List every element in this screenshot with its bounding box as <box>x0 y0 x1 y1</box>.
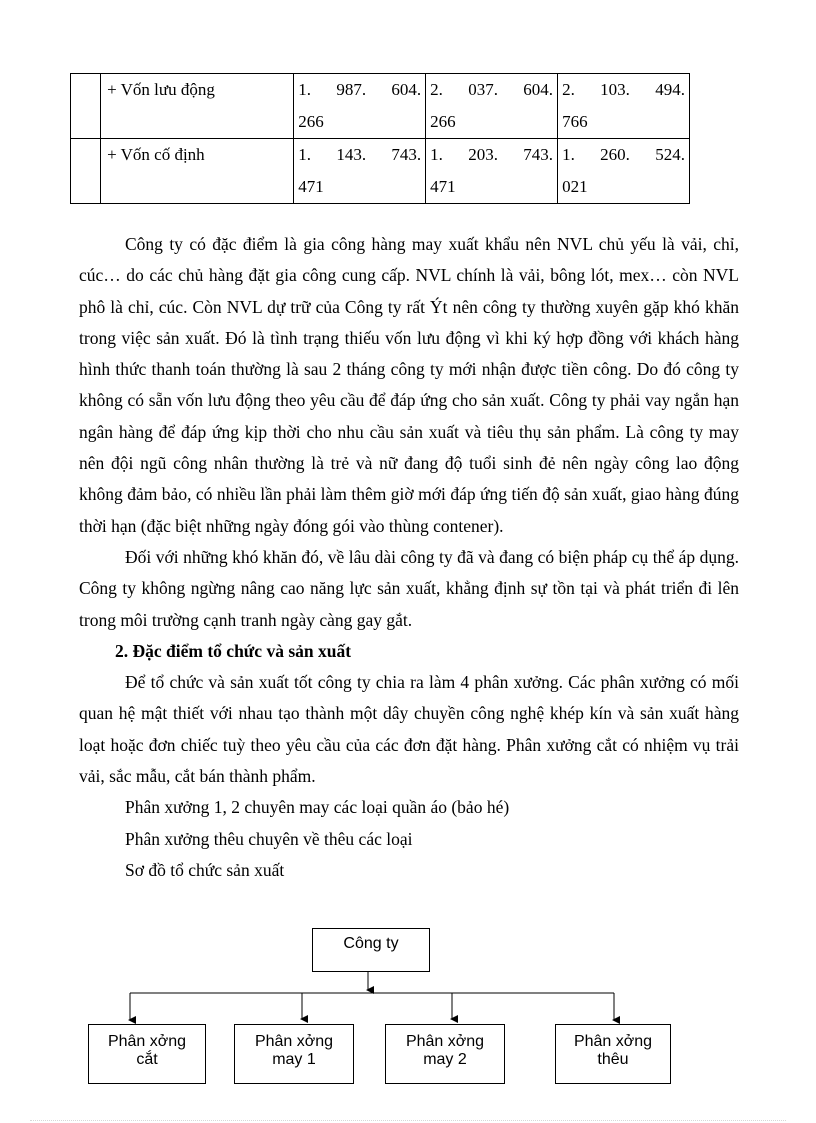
org-box-sewing-2: Phân xởng may 2 <box>385 1024 505 1084</box>
org-box-embroidery: Phân xởng thêu <box>555 1024 671 1084</box>
paragraph-materials: Công ty có đặc điểm là gia công hàng may xuất khẩu nên NVL chủ yếu là vải, chỉ, cúc… do các chủ hàng đặt gia công cung cấp. NVL chính là vải, bông lót, mex… còn NVL phô là chỉ, cúc. Còn NVL dự trữ của Công ty rất Ýt nên công ty thường xuyên gặp khó khăn trong việc sản xuất. Đó là tình trạng thiếu vốn lưu động vì khi ký hợp đồng với khách hàng hình thức thanh toán thường là sau 2 tháng công ty mới nhận được tiền công. Do đó công ty không có sẵn vốn lưu động theo yêu cầu để đáp ứng cho sản xuất. Công ty phải vay ngắn hạn ngân hàng để đáp ứng kịp thời cho nhu cầu sản xuất và tiêu thụ sản phẩm. Là công ty may nên đội ngũ công nhân thường là trẻ và nữ đang độ tuổi sinh đẻ nên ngày công lao động không đảm bảo, có nhiều lần phải làm thêm giờ mới đáp ứng tiến độ sản xuất, giao hàng đúng thời hạn (đặc biệt những ngày đóng gói vào thùng contener). <box>79 234 739 536</box>
value-cell: 2. 037. 604. 266 <box>426 74 558 139</box>
capital-table <box>70 73 690 204</box>
org-box-company: Công ty <box>312 928 430 972</box>
value-cell: 2. 103. 494. 766 <box>558 74 690 139</box>
section-heading: 2. Đặc điểm tổ chức và sản xuất <box>115 640 352 661</box>
value-cell: 1. 143. 743. 471 <box>294 139 426 204</box>
paragraph-workshops: Để tổ chức và sản xuất tốt công ty chia ra làm 4 phân xưởng. Các phân xưởng có mối quan hệ mật thiết với nhau tạo thành một dây chuyền công nghệ khép kín và sản xuất hàng loạt hoặc đơn chiếc tuỳ theo yêu cầu của các đơn đặt hàng. Phân xưởng cắt có nhiệm vụ trải vải, sắc mẫu, cắt bán thành phẩm. <box>79 672 739 787</box>
diagram-caption: Sơ đồ tổ chức sản xuất <box>125 859 285 880</box>
page-bottom-rule <box>30 1120 786 1121</box>
table-row <box>71 74 690 139</box>
paragraph-measures: Đối với những khó khăn đó, về lâu dài công ty đã và đang có biện pháp cụ thể áp dụng. Công ty không ngừng nâng cao năng lực sản xuất, khẳng định sự tồn tại và phát triển đi lên trong môi trường cạnh tranh ngày càng gay gắt. <box>79 546 739 630</box>
org-box-cutting: Phân xởng cắt <box>88 1024 206 1084</box>
value-cell: 1. 203. 743. 471 <box>426 139 558 204</box>
paragraph-workshop-sewing: Phân xưởng 1, 2 chuyên may các loại quần áo (bảo hé) <box>125 797 510 818</box>
table-row <box>71 139 690 204</box>
table-cell-index <box>71 139 101 204</box>
row-label: + Vốn cố định <box>101 139 294 204</box>
row-label: + Vốn lưu động <box>101 74 294 139</box>
table-cell-index <box>71 74 101 139</box>
body-text <box>79 229 739 886</box>
org-box-sewing-1: Phân xởng may 1 <box>234 1024 354 1084</box>
paragraph-workshop-embroidery: Phân xưởng thêu chuyên về thêu các loại <box>125 828 413 849</box>
value-cell: 1. 987. 604. 266 <box>294 74 426 139</box>
value-cell: 1. 260. 524. 021 <box>558 139 690 204</box>
